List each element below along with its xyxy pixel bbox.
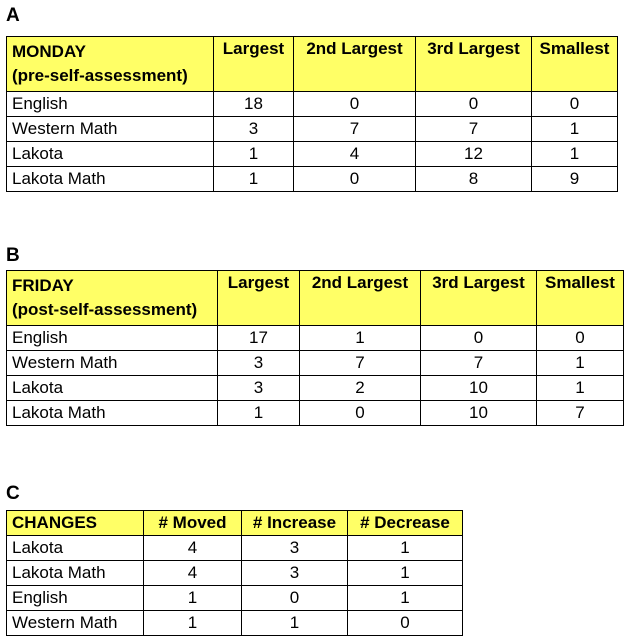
panel-a-label: A xyxy=(6,5,20,26)
column-header: 3rd Largest xyxy=(416,37,532,92)
table-cell: 0 xyxy=(242,586,348,611)
row-label: Lakota xyxy=(7,376,218,401)
table-cell: 1 xyxy=(537,351,624,376)
table-row xyxy=(7,611,463,636)
table-cell: 3 xyxy=(242,561,348,586)
table-cell: 0 xyxy=(532,92,618,117)
table-cell: 1 xyxy=(214,142,294,167)
table-cell: 2 xyxy=(300,376,421,401)
row-label: Lakota xyxy=(7,536,144,561)
table-cell: 3 xyxy=(218,351,300,376)
row-label: Western Math xyxy=(7,351,218,376)
table-row xyxy=(7,117,618,142)
table-cell: 9 xyxy=(532,167,618,192)
panel-c-label: C xyxy=(6,483,20,504)
table-row xyxy=(7,561,463,586)
table-row xyxy=(7,326,624,351)
table-cell: 7 xyxy=(421,351,537,376)
row-label: Western Math xyxy=(7,611,144,636)
table-cell: 4 xyxy=(144,536,242,561)
changes-table xyxy=(6,510,463,636)
table-row xyxy=(7,92,618,117)
table-cell: 7 xyxy=(294,117,416,142)
panel-b-label: B xyxy=(6,245,20,266)
table-cell: 1 xyxy=(242,611,348,636)
monday-table xyxy=(6,36,618,192)
table-cell: 0 xyxy=(294,92,416,117)
table-cell: 1 xyxy=(348,586,463,611)
column-header: 2nd Largest xyxy=(300,271,421,326)
table-cell: 1 xyxy=(537,376,624,401)
table-cell: 0 xyxy=(294,167,416,192)
row-label: English xyxy=(7,92,214,117)
row-label: Lakota Math xyxy=(7,167,214,192)
column-header: Smallest xyxy=(537,271,624,326)
table-cell: 7 xyxy=(300,351,421,376)
column-header: 3rd Largest xyxy=(421,271,537,326)
table-cell: 1 xyxy=(532,142,618,167)
table-cell: 7 xyxy=(537,401,624,426)
column-header: Smallest xyxy=(532,37,618,92)
table-cell: 1 xyxy=(532,117,618,142)
table-cell: 1 xyxy=(348,536,463,561)
table-cell: 1 xyxy=(218,401,300,426)
table-row xyxy=(7,142,618,167)
row-label: Lakota xyxy=(7,142,214,167)
table-cell: 1 xyxy=(348,561,463,586)
table-cell: 3 xyxy=(242,536,348,561)
column-header: # Increase xyxy=(242,511,348,536)
table-cell: 0 xyxy=(421,326,537,351)
table-row xyxy=(7,401,624,426)
table-cell: 10 xyxy=(421,401,537,426)
table-cell: 17 xyxy=(218,326,300,351)
table-row xyxy=(7,586,463,611)
table-row xyxy=(7,536,463,561)
table-cell: 8 xyxy=(416,167,532,192)
column-header: Largest xyxy=(214,37,294,92)
table-header-row xyxy=(7,271,624,326)
table-cell: 18 xyxy=(214,92,294,117)
table-cell: 4 xyxy=(144,561,242,586)
friday-header-cell: FRIDAY (post-self-assessment) xyxy=(7,271,218,326)
row-label: English xyxy=(7,326,218,351)
table-cell: 1 xyxy=(300,326,421,351)
row-label: Lakota Math xyxy=(7,401,218,426)
table-cell: 0 xyxy=(416,92,532,117)
changes-header-cell: CHANGES xyxy=(7,511,144,536)
row-label: Lakota Math xyxy=(7,561,144,586)
row-label: English xyxy=(7,586,144,611)
table-header-row xyxy=(7,37,618,92)
table-cell: 7 xyxy=(416,117,532,142)
friday-table xyxy=(6,270,624,426)
table-cell: 4 xyxy=(294,142,416,167)
table-cell: 10 xyxy=(421,376,537,401)
table-cell: 3 xyxy=(218,376,300,401)
table-cell: 0 xyxy=(348,611,463,636)
row-label: Western Math xyxy=(7,117,214,142)
table-row xyxy=(7,351,624,376)
table-cell: 3 xyxy=(214,117,294,142)
table-cell: 1 xyxy=(144,586,242,611)
table-header-row xyxy=(7,511,463,536)
table-cell: 1 xyxy=(214,167,294,192)
monday-header-cell: MONDAY (pre-self-assessment) xyxy=(7,37,214,92)
column-header: Largest xyxy=(218,271,300,326)
table-cell: 0 xyxy=(300,401,421,426)
column-header: # Decrease xyxy=(348,511,463,536)
column-header: 2nd Largest xyxy=(294,37,416,92)
table-cell: 12 xyxy=(416,142,532,167)
table-cell: 1 xyxy=(144,611,242,636)
table-row xyxy=(7,376,624,401)
table-cell: 0 xyxy=(537,326,624,351)
table-row xyxy=(7,167,618,192)
column-header: # Moved xyxy=(144,511,242,536)
